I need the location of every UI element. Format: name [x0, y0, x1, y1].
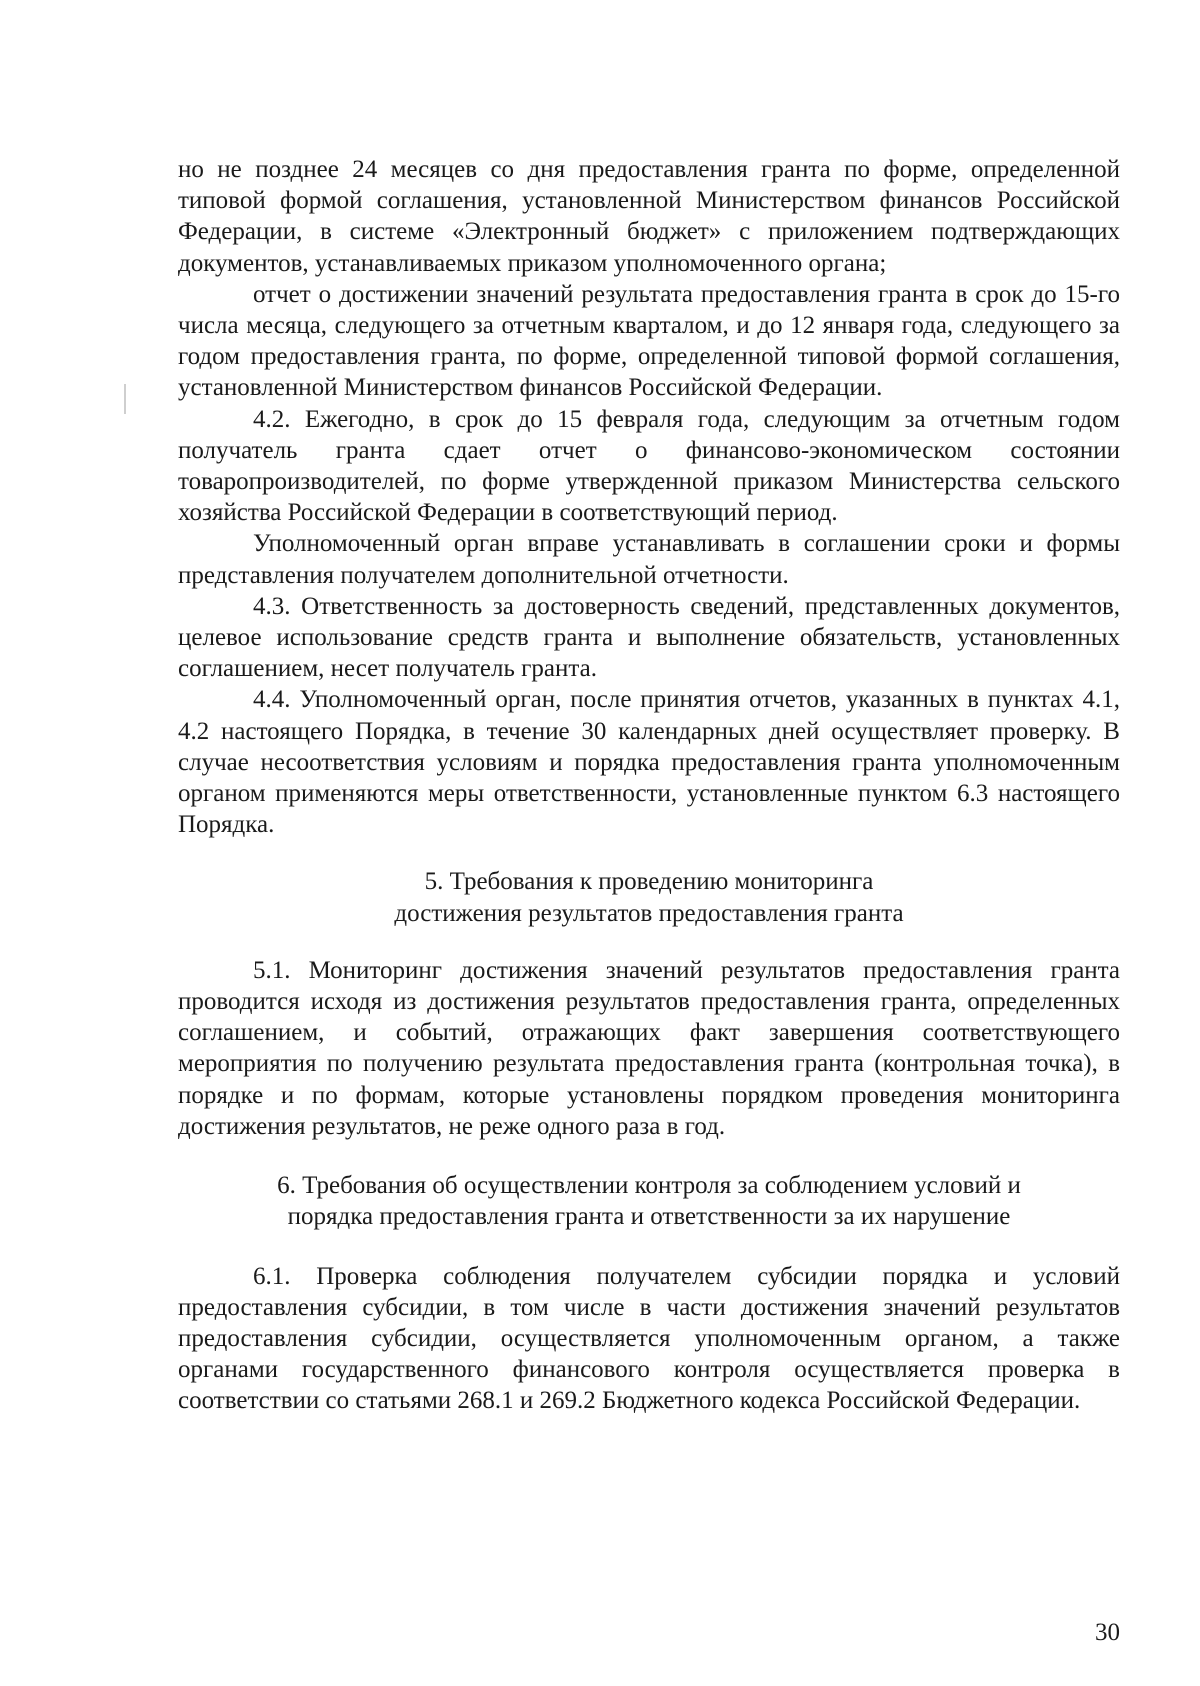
- section-5-heading-line2: достижения результатов предоставления гранта: [394, 899, 904, 927]
- section-5-heading-line1: 5. Требования к проведению мониторинга: [424, 868, 874, 896]
- paragraph-continuation: но не позднее 24 месяцев со дня предоставления гранта по форме, определенной типовой формой соглашения, установленной Министерством финансов Российской Федерации, в системе «Электронный бюджет» с приложением подтверждающих документов, устанавливаемых приказом уполномоченного органа;: [178, 156, 1120, 277]
- section-6-heading: [178, 1170, 1120, 1232]
- paragraph-4-3: 4.3. Ответственность за достоверность сведений, представленных документов, целевое использование средств гранта и выполнение обязательств, установленных соглашением, несет получатель гранта.: [178, 592, 1120, 683]
- document-body: [178, 154, 1120, 1417]
- section-5-heading: [178, 866, 1120, 928]
- paragraph-5-1: 5.1. Мониторинг достижения значений результатов предоставления гранта проводится исходя из достижения результатов предоставления гранта, определенных соглашением, и событий, отражающих факт завершения соответствующего мероприятия по получению результата предоставления гранта (контрольная точка), в порядке и по формам, которые установлены порядком проведения мониторинга достижения результатов, не реже одного раза в год.: [178, 956, 1120, 1140]
- paragraph-report-results: отчет о достижении значений результата предоставления гранта в срок до 15-го числа месяца, следующего за отчетным кварталом, и до 12 января года, следующего за годом предоставления гранта, по форме, определенной типовой формой соглашения, установленной Министерством финансов Российской Федерации.: [178, 280, 1120, 402]
- paragraph-6-1: 6.1. Проверка соблюдения получателем субсидии порядка и условий предоставления субсидии, в том числе в части достижения значений результатов предоставления субсидии, осуществляется уполномоченным органом, а также органами государственного финансового контроля осуществляется проверка в соответствии со статьями 268.1 и 269.2 Бюджетного кодекса Российской Федерации.: [178, 1262, 1120, 1415]
- paragraph-4-2: 4.2. Ежегодно, в срок до 15 февраля года, следующим за отчетным годом получатель гранта сдает отчет о финансово-экономическом состоянии товаропроизводителей, по форме утвержденной приказом Министерства сельского хозяйства Российской Федерации в соответствующий период.: [178, 405, 1120, 527]
- scan-artifact: [124, 384, 126, 414]
- section-6-heading-line1: 6. Требования об осуществлении контроля за соблюдением условий и: [277, 1172, 1021, 1200]
- paragraph-additional-reporting: Уполномоченный орган вправе устанавливать в соглашении сроки и формы представления получателем дополнительной отчетности.: [178, 530, 1120, 589]
- page-number: 30: [1095, 1619, 1120, 1646]
- paragraph-4-4: 4.4. Уполномоченный орган, после принятия отчетов, указанных в пунктах 4.1, 4.2 настоящего Порядка, в течение 30 календарных дней осуществляет проверку. В случае несоответствия условиям и порядка предоставления гранта уполномоченным органом применяются меры ответственности, установленные пунктом 6.3 настоящего Порядка.: [178, 686, 1120, 839]
- section-6-heading-line2: порядка предоставления гранта и ответственности за их нарушение: [287, 1203, 1011, 1231]
